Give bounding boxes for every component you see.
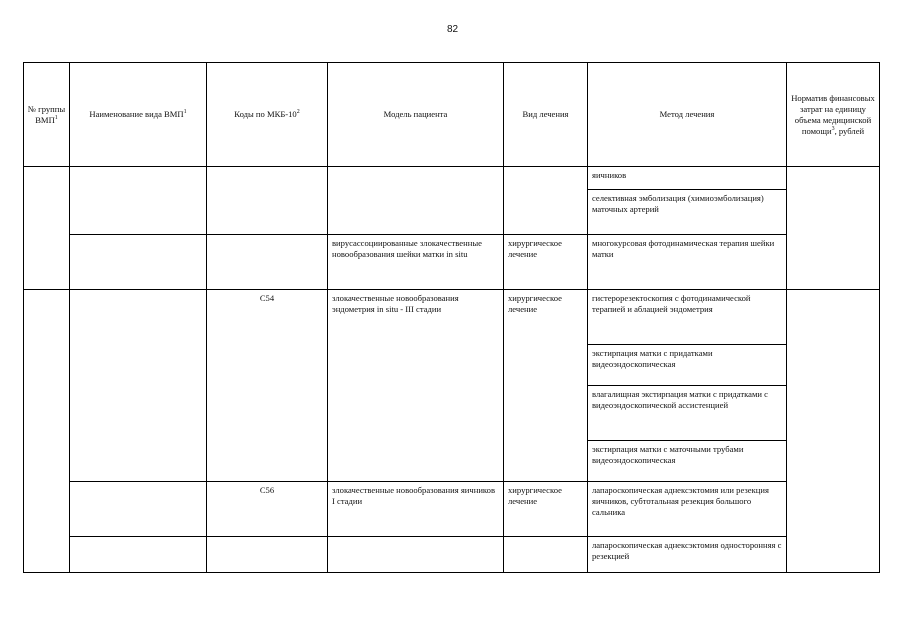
cell-vmp-name	[70, 235, 207, 290]
cell-vmp-name	[70, 167, 207, 235]
cell-method: влагалищная экстирпация матки с придатками с видеоэндоскопической ассистенцией	[588, 386, 787, 441]
cell-group-no	[24, 290, 70, 573]
cell-model: вирусассоциированные злокачественные новообразования шейки матки in situ	[328, 235, 504, 290]
cell-model	[328, 167, 504, 235]
cell-model: злокачественные новообразования яичников I стадии	[328, 482, 504, 537]
cell-method: лапароскопическая аднексэктомия односторонняя с резекцией	[588, 537, 787, 573]
cell-method: многокурсовая фотодинамическая терапия шейки матки	[588, 235, 787, 290]
page-number: 82	[446, 24, 459, 35]
cell-method: гистерорезектоскопия с фотодинамической терапией и аблацией эндометрия	[588, 290, 787, 345]
cell-vmp-name	[70, 482, 207, 537]
cell-type	[504, 537, 588, 573]
table-header-row	[24, 63, 880, 167]
header-patient-model: Модель пациента	[328, 63, 504, 167]
cell-method: яичников	[588, 167, 787, 190]
table-row	[24, 235, 880, 290]
cell-code	[207, 167, 328, 235]
cell-code: C56	[207, 482, 328, 537]
header-norm: Норматив финансовых затрат на единицу объема медицинской помощи$^3$, рублей	[787, 63, 880, 167]
table-row	[24, 537, 880, 573]
header-treatment-method: Метод лечения	[588, 63, 787, 167]
cell-method: экстирпация матки с придатками видеоэндоскопическая	[588, 345, 787, 386]
cell-method: лапароскопическая аднексэктомия или резекция яичников, субтотальная резекция большого сальника	[588, 482, 787, 537]
cell-vmp-name	[70, 537, 207, 573]
cell-vmp-name	[70, 290, 207, 482]
header-group-no: № группы ВМП$^1$	[24, 63, 70, 167]
cell-norm	[787, 290, 880, 573]
table-row	[24, 290, 880, 345]
table-row	[24, 482, 880, 537]
vmp-table	[23, 62, 880, 573]
table-row	[24, 167, 880, 190]
cell-type: хирургическое лечение	[504, 235, 588, 290]
header-treatment-type: Вид лечения	[504, 63, 588, 167]
cell-norm	[787, 167, 880, 290]
cell-group-no	[24, 167, 70, 290]
cell-type: хирургическое лечение	[504, 482, 588, 537]
cell-code	[207, 537, 328, 573]
header-mkb-codes: Коды по МКБ-$10^2$	[207, 63, 328, 167]
cell-code	[207, 235, 328, 290]
cell-method: экстирпация матки с маточными трубами видеоэндоскопическая	[588, 441, 787, 482]
cell-type	[504, 167, 588, 235]
cell-model: злокачественные новообразования эндометрия in situ - III стадии	[328, 290, 504, 482]
cell-model	[328, 537, 504, 573]
cell-method: селективная эмболизация (химиоэмболизация) маточных артерий	[588, 190, 787, 235]
header-vmp-name: Наименование вида ВМП$^1$	[70, 63, 207, 167]
cell-code: C54	[207, 290, 328, 482]
cell-type: хирургическое лечение	[504, 290, 588, 482]
